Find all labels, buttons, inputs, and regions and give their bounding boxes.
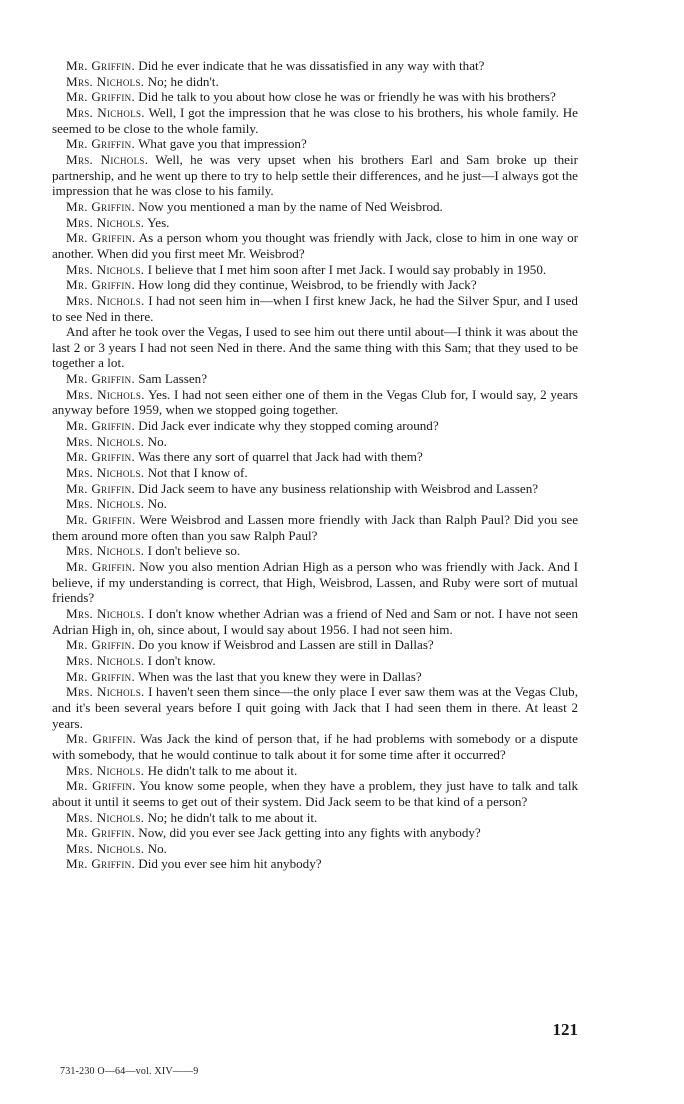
- transcript-paragraph: [52, 731, 578, 762]
- speaker-name: Mr. Griffin.: [66, 856, 136, 872]
- speaker-name: Mrs. Nichols.: [66, 151, 149, 167]
- transcript-paragraph: [52, 74, 578, 90]
- speech-text: Were Weisbrod and Lassen more friendly with Jack than Ralph Paul? Did you see them around more often than you saw Ralph Paul?: [52, 512, 579, 543]
- speaker-name: Mr. Griffin.: [66, 58, 136, 73]
- speaker-name: Mr. Griffin.: [66, 230, 136, 246]
- speaker-name: Mr. Griffin.: [66, 198, 136, 214]
- speaker-name: Mrs. Nichols.: [66, 652, 145, 668]
- speaker-name: Mrs. Nichols.: [66, 104, 145, 120]
- transcript-paragraph: [52, 496, 578, 512]
- speech-text: I believe that I met him soon after I met Jack. I would say probably in 1950.: [144, 261, 547, 277]
- speech-text: I don't believe so.: [144, 543, 241, 559]
- speaker-name: Mr. Griffin.: [66, 418, 136, 434]
- speaker-name: Mr. Griffin.: [66, 778, 136, 794]
- transcript-paragraph: [52, 810, 578, 826]
- transcript-paragraph: [52, 856, 578, 872]
- speech-text: Do you know if Weisbrod and Lassen are still in Dallas?: [135, 637, 434, 653]
- speech-text: Did Jack seem to have any business relationship with Weisbrod and Lassen?: [135, 480, 539, 496]
- speaker-name: Mr. Griffin.: [66, 89, 136, 105]
- speech-text: Did Jack ever indicate why they stopped coming around?: [135, 418, 439, 434]
- speaker-name: Mrs. Nichols.: [66, 543, 145, 559]
- speaker-name: Mrs. Nichols.: [66, 292, 145, 308]
- transcript-paragraph: [52, 465, 578, 481]
- speech-text: Yes. I had not seen either one of them in the Vegas Club for, I would say, 2 years anyway before 1959, when we stopped going together.: [52, 386, 578, 418]
- page-number: 121: [552, 1020, 578, 1039]
- transcript-paragraph: [52, 637, 578, 653]
- speech-text: Now, did you ever see Jack getting into any fights with anybody?: [135, 825, 481, 841]
- transcript-paragraph: [52, 262, 578, 278]
- transcript-paragraph: [52, 778, 578, 809]
- transcript-paragraph: [52, 371, 578, 387]
- transcript-paragraph: [52, 449, 578, 465]
- transcript-paragraph: [52, 606, 578, 637]
- transcript-paragraph: [52, 559, 578, 606]
- speaker-name: Mrs. Nichols.: [66, 840, 145, 856]
- transcript-paragraph: [52, 669, 578, 685]
- speech-text: No.: [144, 433, 167, 449]
- transcript-paragraph: [52, 434, 578, 450]
- transcript-paragraph: [52, 89, 578, 105]
- transcript-paragraph: [52, 136, 578, 152]
- speaker-name: Mr. Griffin.: [66, 449, 136, 465]
- speech-text: When was the last that you knew they were in Dallas?: [135, 668, 422, 684]
- speaker-name: Mrs. Nichols.: [66, 214, 145, 230]
- transcript-paragraph: [52, 293, 578, 324]
- transcript-paragraph: [52, 277, 578, 293]
- speech-text: Did you ever see him hit anybody?: [135, 856, 322, 872]
- speaker-name: Mrs. Nichols.: [66, 261, 145, 277]
- speaker-name: Mr. Griffin.: [66, 512, 136, 528]
- speaker-name: Mr. Griffin.: [66, 731, 137, 747]
- speech-text: Yes.: [144, 214, 170, 230]
- speech-text: Not that I know of.: [144, 465, 248, 481]
- speech-text: Did he ever indicate that he was dissatisfied in any way with that?: [135, 58, 485, 73]
- speech-text: I haven't seen them since—the only place I ever saw them was at the Vegas Club, and it's been several years before I quit going with Jack that I had seen them in there. At least 2 years.: [52, 684, 578, 731]
- speech-text: And after he took over the Vegas, I used to see him out there until about—I think it was about the last 2 or 3 years I had not seen Ned in there. And the same thing with this Sam; that they used to be together a lot.: [52, 324, 578, 371]
- speaker-name: Mrs. Nichols.: [66, 605, 145, 621]
- transcript-paragraph: [52, 512, 578, 543]
- transcript-paragraph: [52, 763, 578, 779]
- transcript-paragraph: [52, 543, 578, 559]
- speaker-name: Mr. Griffin.: [66, 825, 136, 841]
- speaker-name: Mr. Griffin.: [66, 136, 136, 152]
- speech-text: Was Jack the kind of person that, if he had problems with somebody or a dispute with somebody, that he would continue to talk about it for some time after it occurred?: [52, 731, 578, 762]
- speaker-name: Mr. Griffin.: [66, 559, 136, 574]
- speaker-name: Mrs. Nichols.: [66, 433, 145, 449]
- speaker-name: Mrs. Nichols.: [66, 386, 145, 402]
- speech-text: Well, I got the impression that he was close to his brothers, his whole family. He seemed to be close to the whole family.: [52, 104, 578, 136]
- speaker-name: Mrs. Nichols.: [66, 809, 145, 825]
- transcript-paragraph: [52, 653, 578, 669]
- speech-text: Now you also mention Adrian High as a person who was friendly with Jack. And I believe, if my understanding is correct, that High, Weisbrod, Lassen, and Ruby were sort of mutual friends?: [52, 559, 579, 606]
- speech-text: He didn't talk to me about it.: [144, 762, 298, 778]
- speech-text: Did he talk to you about how close he was or friendly he was with his brothers?: [135, 89, 556, 105]
- transcript-paragraph: [52, 230, 578, 261]
- transcript-paragraph: [52, 58, 578, 74]
- transcript-paragraph: [52, 105, 578, 136]
- speech-text: I don't know whether Adrian was a friend of Ned and Sam or not. I have not seen Adrian High in, oh, since about, I would say about 1956. I had not seen him.: [52, 605, 578, 637]
- speech-text: No; he didn't.: [144, 73, 219, 89]
- speaker-name: Mr. Griffin.: [66, 277, 136, 293]
- speech-text: You know some people, when they have a problem, they just have to talk and talk about it until it seems to get out of their system. Did Jack seem to be that kind of a person?: [52, 778, 579, 809]
- speech-text: How long did they continue, Weisbrod, to be friendly with Jack?: [135, 277, 477, 293]
- speech-text: Now you mentioned a man by the name of Ned Weisbrod.: [135, 198, 443, 214]
- speech-text: No.: [144, 840, 167, 856]
- transcript-paragraph: [52, 841, 578, 857]
- speech-text: Was there any sort of quarrel that Jack had with them?: [135, 449, 423, 465]
- speech-text: Sam Lassen?: [135, 371, 208, 387]
- transcript-paragraph: [52, 215, 578, 231]
- transcript-paragraph: [52, 324, 578, 371]
- speaker-name: Mr. Griffin.: [66, 371, 136, 387]
- speech-text: Well, he was very upset when his brothers Earl and Sam broke up their partnership, and he went up there to try to help settle their differences, and he just—I always got the impression that he was close to his family.: [52, 151, 578, 199]
- speech-text: No.: [144, 496, 167, 512]
- speaker-name: Mr. Griffin.: [66, 668, 136, 684]
- transcript-paragraph: [52, 152, 578, 199]
- speaker-name: Mr. Griffin.: [66, 480, 136, 496]
- speaker-name: Mrs. Nichols.: [66, 73, 145, 89]
- transcript-paragraph: [52, 481, 578, 497]
- transcript-paragraph: [52, 199, 578, 215]
- speech-text: What gave you that impression?: [135, 136, 307, 152]
- transcript-paragraph: [52, 418, 578, 434]
- transcript-paragraph: [52, 825, 578, 841]
- speech-text: As a person whom you thought was friendly with Jack, close to him in one way or another. When did you first meet Mr. Weisbrod?: [52, 230, 579, 261]
- transcript-paragraph: [52, 684, 578, 731]
- speaker-name: Mrs. Nichols.: [66, 762, 145, 778]
- speaker-name: Mrs. Nichols.: [66, 465, 145, 481]
- speaker-name: Mrs. Nichols.: [66, 684, 145, 700]
- speech-text: I don't know.: [144, 652, 216, 668]
- speaker-name: Mrs. Nichols.: [66, 496, 145, 512]
- speech-text: I had not seen him in—when I first knew Jack, he had the Silver Spur, and I used to see Ned in there.: [52, 292, 578, 324]
- speech-text: No; he didn't talk to me about it.: [144, 809, 318, 825]
- print-code: 731-230 O—64—vol. XIV——9: [60, 1066, 199, 1077]
- transcript-paragraph: [52, 387, 578, 418]
- speaker-name: Mr. Griffin.: [66, 637, 136, 653]
- transcript-body: [52, 58, 578, 872]
